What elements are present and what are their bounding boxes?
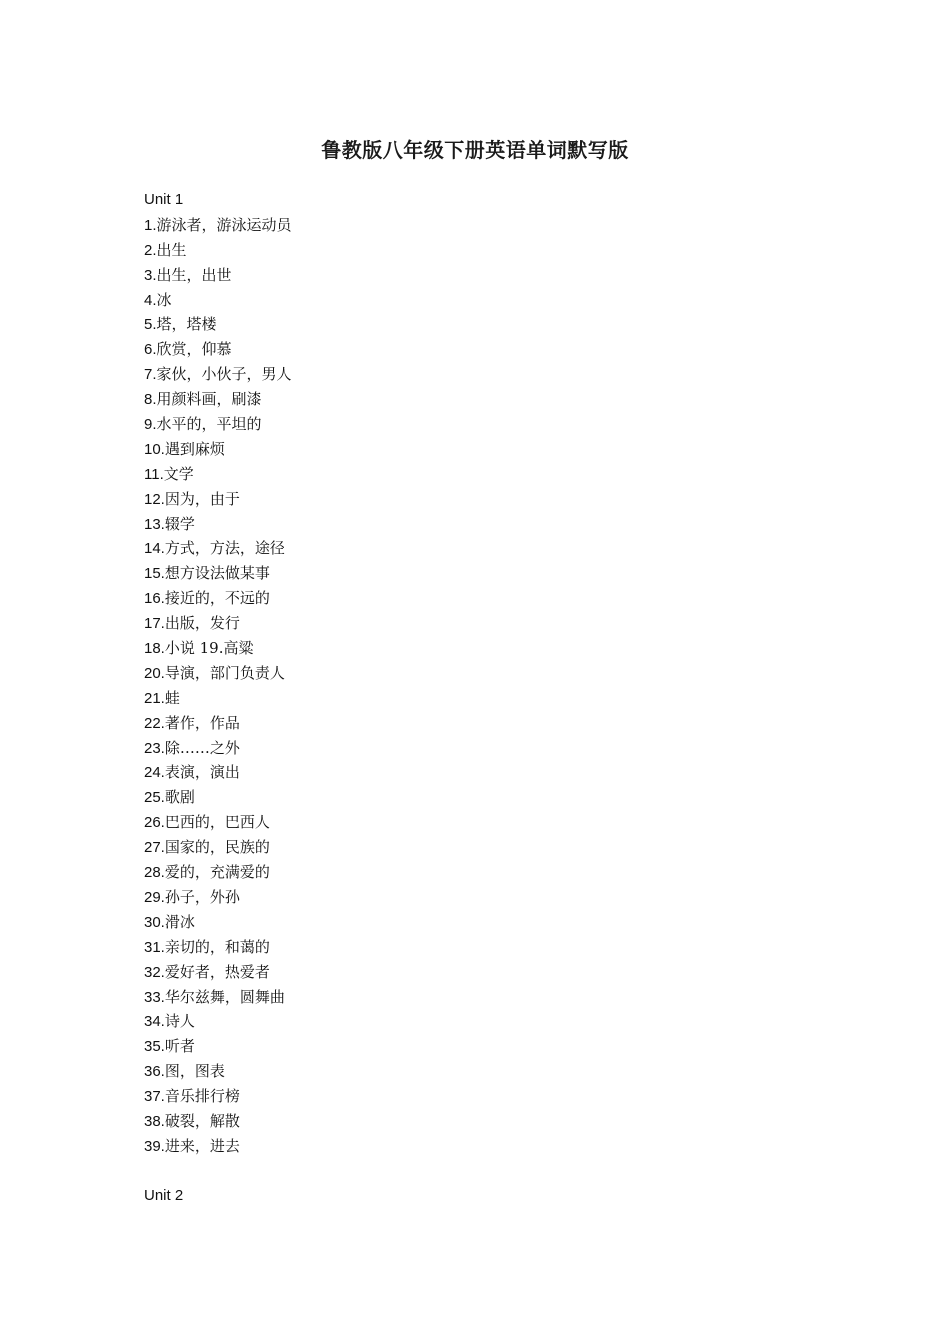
vocab-item [144, 263, 844, 288]
vocab-item-number: 1. [144, 216, 157, 234]
vocab-item-text: 出版，发行 [164, 614, 240, 633]
vocab-item-text: 出生，出世 [156, 265, 232, 284]
unit-1-items [144, 213, 844, 1159]
vocab-item-text: 家伙，小伙子，男人 [156, 365, 292, 384]
vocab-item-text: 图，图表 [164, 1062, 225, 1081]
vocab-item-number: 26. [144, 814, 165, 832]
vocab-item-text: 爱好者，热爱者 [164, 962, 270, 981]
vocab-item-text: 歌剧 [164, 788, 195, 807]
vocab-item-number: 25. [144, 789, 165, 807]
vocab-item-text: 小说 19.高粱 [164, 639, 254, 658]
vocab-item [144, 711, 844, 736]
vocab-item [144, 760, 844, 785]
vocab-item [144, 536, 844, 561]
vocab-item-text: 欣赏，仰慕 [156, 340, 232, 359]
vocab-item-number: 10. [144, 440, 165, 458]
vocab-item [144, 512, 844, 537]
vocab-item-number: 33. [144, 988, 165, 1006]
vocab-item-text: 巴西的，巴西人 [164, 813, 270, 832]
vocab-item [144, 935, 844, 960]
vocab-item-number: 38. [144, 1112, 165, 1130]
vocab-item [144, 785, 844, 810]
vocab-item [144, 810, 844, 835]
vocab-item-text: 华尔兹舞，圆舞曲 [164, 987, 285, 1006]
section-spacer [144, 1159, 844, 1184]
vocab-item-number: 18. [144, 640, 165, 658]
vocab-item-text: 冰 [156, 290, 172, 309]
vocab-item [144, 213, 844, 238]
vocab-item-number: 28. [144, 864, 165, 882]
vocab-item-number: 16. [144, 590, 165, 608]
vocab-item [144, 1009, 844, 1034]
vocab-item [144, 312, 844, 337]
vocab-item [144, 661, 844, 686]
vocab-item [144, 1134, 844, 1159]
vocab-item-number: 34. [144, 1013, 165, 1031]
vocab-item [144, 910, 844, 935]
vocab-item-text: 听者 [164, 1037, 195, 1056]
vocab-item-number: 37. [144, 1088, 165, 1106]
vocab-item-number: 3. [144, 266, 157, 284]
vocab-item [144, 1109, 844, 1134]
vocab-item [144, 1084, 844, 1109]
vocab-item-text: 遇到麻烦 [164, 439, 225, 458]
vocab-item-number: 39. [144, 1137, 165, 1155]
vocab-item-number: 21. [144, 689, 165, 707]
vocab-item-number: 11. [144, 465, 164, 483]
vocab-item-number: 29. [144, 888, 165, 906]
unit-1-heading: Unit 1 [144, 191, 184, 208]
vocab-item-text: 用颜料画，刷漆 [156, 390, 262, 409]
vocab-item-number: 36. [144, 1063, 165, 1081]
vocab-item [144, 586, 844, 611]
vocab-item [144, 412, 844, 437]
vocab-item [144, 362, 844, 387]
vocab-item-text: 滑冰 [164, 912, 195, 931]
vocab-item-text: 文学 [163, 464, 194, 483]
vocab-item-number: 14. [144, 540, 165, 558]
vocab-item [144, 960, 844, 985]
vocab-item [144, 860, 844, 885]
vocab-item-text: 孙子，外孙 [164, 887, 240, 906]
vocab-item-number: 9. [144, 416, 157, 434]
vocab-item [144, 387, 844, 412]
unit-2-heading: Unit 2 [144, 1186, 184, 1204]
vocab-item-text: 音乐排行榜 [164, 1087, 240, 1106]
document-title: 鲁教版八年级下册英语单词默写版 [321, 138, 629, 162]
vocab-item [144, 736, 844, 761]
vocab-item-number: 13. [144, 515, 165, 533]
vocab-item-number: 8. [144, 391, 157, 409]
vocab-item-text: 出生 [156, 240, 187, 259]
vocab-item-text: 破裂，解散 [164, 1111, 240, 1130]
vocab-item-text: 进来，进去 [164, 1136, 240, 1155]
vocab-item-number: 12. [144, 490, 165, 508]
vocab-item-number: 2. [144, 241, 157, 259]
vocab-item [144, 885, 844, 910]
vocab-item [144, 686, 844, 711]
vocab-item [144, 611, 844, 636]
vocab-item-text: 蛙 [164, 688, 180, 707]
vocab-item [144, 985, 844, 1010]
vocab-item-number: 15. [144, 565, 165, 583]
vocab-item [144, 238, 844, 263]
vocab-item [144, 437, 844, 462]
vocab-item-number: 5. [144, 316, 157, 334]
vocab-item [144, 288, 844, 313]
vocab-item-text: 游泳者，游泳运动员 [156, 215, 292, 234]
vocab-item [144, 835, 844, 860]
vocab-item-number: 32. [144, 963, 165, 981]
vocab-item [144, 337, 844, 362]
vocab-item-number: 6. [144, 341, 157, 359]
vocab-item [144, 487, 844, 512]
vocab-item-number: 31. [144, 938, 165, 956]
vocab-item-text: 因为，由于 [164, 489, 240, 508]
vocab-item-text: 辍学 [164, 514, 195, 533]
vocab-item-text: 国家的，民族的 [164, 838, 270, 857]
vocab-item-text: 水平的，平坦的 [156, 415, 262, 434]
vocab-item [144, 636, 844, 661]
vocab-item [144, 1059, 844, 1084]
vocab-item-number: 30. [144, 913, 165, 931]
vocab-item-number: 7. [144, 366, 157, 384]
vocab-item-number: 22. [144, 714, 165, 732]
vocab-item-text: 诗人 [164, 1012, 195, 1031]
vocab-item-number: 4. [144, 291, 157, 309]
vocab-item-text: 接近的，不远的 [164, 589, 270, 608]
vocab-item-text: 方式，方法，途径 [164, 539, 285, 558]
vocab-item-number: 27. [144, 839, 165, 857]
vocab-item-text: 亲切的，和蔼的 [164, 937, 270, 956]
vocab-item-number: 24. [144, 764, 165, 782]
vocab-item [144, 1034, 844, 1059]
vocab-item-text: 导演，部门负责人 [164, 663, 285, 682]
vocab-item-number: 23. [144, 739, 165, 757]
vocab-item-text: 表演，演出 [164, 763, 240, 782]
vocab-item-text: 除……之外 [164, 738, 240, 757]
vocab-item-text: 著作，作品 [164, 713, 240, 732]
vocab-item-text: 想方设法做某事 [164, 564, 270, 583]
vocab-item-text: 爱的，充满爱的 [164, 863, 270, 882]
vocab-item-text: 塔，塔楼 [156, 315, 217, 334]
vocab-item-number: 20. [144, 664, 165, 682]
vocab-item-number: 35. [144, 1038, 165, 1056]
vocab-item-number: 17. [144, 615, 165, 633]
vocab-item [144, 462, 844, 487]
vocab-item [144, 561, 844, 586]
vocabulary-list [144, 188, 844, 1209]
